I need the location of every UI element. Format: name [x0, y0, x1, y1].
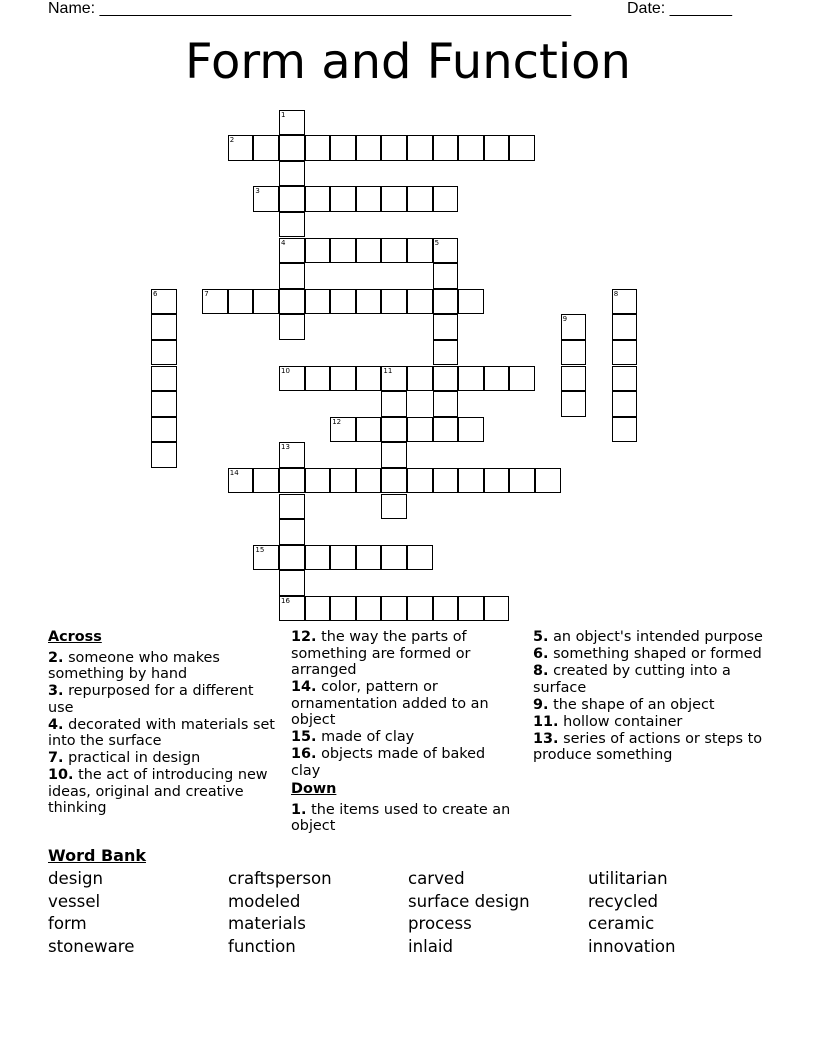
crossword-cell[interactable]	[433, 596, 459, 622]
crossword-cell[interactable]	[279, 289, 305, 315]
clue-across-14	[291, 679, 516, 729]
clue-number: 10.	[48, 767, 74, 783]
cell-number: 6	[153, 289, 158, 298]
crossword-cell[interactable]	[356, 545, 382, 571]
crossword-cell[interactable]	[612, 289, 638, 315]
clue-column-1	[48, 629, 280, 817]
clue-text: objects made of baked clay	[291, 746, 486, 779]
crossword-cell[interactable]	[381, 545, 407, 571]
cell-number: 13	[281, 443, 290, 452]
clue-number: 3.	[48, 683, 64, 699]
clue-number: 2.	[48, 649, 64, 666]
crossword-cell[interactable]	[433, 468, 459, 494]
crossword-cell[interactable]	[279, 596, 305, 622]
clue-text: decorated with materials set into the surface	[48, 716, 275, 749]
clue-across-2	[48, 650, 280, 683]
crossword-cell[interactable]	[279, 519, 305, 545]
crossword-cell[interactable]	[484, 596, 510, 622]
crossword-cell[interactable]	[279, 238, 305, 264]
cell-number: 4	[281, 238, 286, 247]
crossword-cell[interactable]	[228, 468, 254, 494]
clue-number: 6.	[533, 646, 549, 662]
cell-number: 16	[281, 596, 290, 605]
clue-number: 11.	[533, 713, 559, 730]
crossword-cell[interactable]	[253, 289, 279, 315]
crossword-cell[interactable]	[381, 494, 407, 520]
crossword-cell[interactable]	[561, 314, 587, 340]
word-bank-item: function	[228, 936, 296, 956]
crossword-cell[interactable]	[356, 238, 382, 264]
word-bank-item: carved	[408, 869, 465, 888]
crossword-cell[interactable]	[279, 110, 305, 136]
crossword-cell[interactable]	[330, 366, 356, 392]
crossword-cell[interactable]	[407, 366, 433, 392]
date-field-label: Date: _______	[627, 0, 732, 17]
clue-number: 1.	[291, 801, 307, 818]
clue-number: 15.	[291, 729, 317, 745]
crossword-cell[interactable]	[612, 391, 638, 417]
clue-text: the items used to create an object	[291, 801, 511, 834]
crossword-cell[interactable]	[253, 186, 279, 212]
cell-number: 5	[434, 238, 440, 247]
name-field-label: Name: _____________________________________________________	[48, 0, 572, 17]
crossword-cell[interactable]	[330, 545, 356, 571]
crossword-cell[interactable]	[330, 289, 356, 315]
crossword-cell[interactable]	[381, 596, 407, 622]
crossword-cell[interactable]	[407, 289, 433, 315]
crossword-cell[interactable]	[407, 186, 433, 212]
clue-down-11	[533, 714, 763, 731]
crossword-cell[interactable]	[381, 238, 407, 264]
clue-down-9	[533, 697, 763, 714]
crossword-cell[interactable]	[330, 186, 356, 212]
crossword-cell[interactable]	[151, 417, 177, 443]
crossword-cell[interactable]	[433, 340, 459, 366]
crossword-cell[interactable]	[279, 442, 305, 468]
clue-text: created by cutting into a surface	[533, 663, 731, 696]
clue-across-3	[48, 683, 280, 716]
clue-text: an object's intended purpose	[553, 629, 763, 645]
crossword-cell[interactable]	[509, 366, 535, 392]
clue-down-1	[291, 802, 516, 835]
crossword-cell[interactable]	[279, 314, 305, 340]
clue-column-2	[291, 629, 516, 835]
word-bank-item: design	[48, 869, 104, 888]
crossword-cell[interactable]	[561, 366, 587, 392]
crossword-cell[interactable]	[381, 186, 407, 212]
cell-number: 9	[562, 315, 568, 324]
crossword-cell[interactable]	[458, 289, 484, 315]
across-heading: Across	[48, 629, 102, 645]
clue-number: 14.	[291, 679, 317, 695]
crossword-cell[interactable]	[561, 391, 587, 417]
crossword-cell[interactable]	[330, 135, 356, 161]
crossword-cell[interactable]	[612, 366, 638, 392]
crossword-cell[interactable]	[407, 417, 433, 443]
crossword-cell[interactable]	[305, 289, 331, 315]
clue-down-13	[533, 731, 763, 764]
crossword-cell[interactable]	[535, 468, 561, 494]
crossword-cell[interactable]	[202, 289, 228, 315]
cell-number: 14	[229, 468, 239, 477]
crossword-cell[interactable]	[407, 238, 433, 264]
clue-text: color, pattern or ornamentation added to an object	[291, 679, 489, 728]
clue-column-3	[533, 629, 763, 764]
crossword-cell[interactable]	[458, 596, 484, 622]
crossword-cell[interactable]	[407, 596, 433, 622]
clue-down-6	[533, 646, 763, 663]
crossword-cell[interactable]	[407, 135, 433, 161]
crossword-cell[interactable]	[330, 596, 356, 622]
crossword-cell[interactable]	[228, 289, 254, 315]
clue-text: series of actions or steps to produce something	[533, 730, 763, 763]
crossword-cell[interactable]	[279, 161, 305, 187]
clue-number: 9.	[533, 696, 549, 713]
word-bank-item: utilitarian	[588, 869, 668, 888]
clue-number: 13.	[533, 730, 559, 747]
word-bank-title: Word Bank	[48, 846, 147, 865]
crossword-cell[interactable]	[458, 468, 484, 494]
crossword-cell[interactable]	[356, 596, 382, 622]
cell-number: 10	[281, 366, 290, 375]
crossword-cell[interactable]	[381, 417, 407, 443]
word-bank-item: vessel	[48, 891, 101, 911]
word-bank-item: craftsperson	[228, 869, 332, 888]
crossword-cell[interactable]	[612, 417, 638, 443]
crossword-cell[interactable]	[484, 366, 510, 392]
crossword-cell[interactable]	[305, 596, 331, 622]
crossword-cell[interactable]	[279, 366, 305, 392]
clue-across-10	[48, 767, 280, 817]
clue-number: 7.	[48, 750, 64, 766]
crossword-cell[interactable]	[381, 442, 407, 468]
crossword-cell[interactable]	[279, 494, 305, 520]
crossword-cell[interactable]	[484, 135, 510, 161]
crossword-cell[interactable]	[279, 545, 305, 571]
crossword-cell[interactable]	[305, 545, 331, 571]
clue-number: 8.	[533, 663, 549, 679]
crossword-cell[interactable]	[279, 135, 305, 161]
clue-number: 5.	[533, 629, 549, 645]
crossword-cell[interactable]	[561, 340, 587, 366]
crossword-cell[interactable]	[381, 366, 407, 392]
crossword-cell[interactable]	[279, 263, 305, 289]
clue-across-7	[48, 750, 280, 767]
clue-text: the shape of an object	[553, 696, 715, 713]
crossword-cell[interactable]	[305, 186, 331, 212]
crossword-cell[interactable]	[151, 314, 177, 340]
clue-text: the way the parts of something are formed or arranged	[291, 629, 471, 678]
crossword-cell[interactable]	[381, 289, 407, 315]
word-bank	[48, 868, 768, 957]
cell-number: 1	[281, 110, 286, 119]
crossword-cell[interactable]	[433, 366, 459, 392]
clue-text: repurposed for a different use	[48, 683, 254, 716]
clue-text: practical in design	[68, 750, 201, 766]
crossword-cell[interactable]	[356, 417, 382, 443]
cell-number: 11	[383, 366, 393, 375]
crossword-cell[interactable]	[381, 468, 407, 494]
crossword-cell[interactable]	[612, 340, 638, 366]
crossword-cell[interactable]	[253, 468, 279, 494]
clue-number: 4.	[48, 716, 64, 733]
crossword-cell[interactable]	[433, 238, 459, 264]
clue-across-4	[48, 717, 280, 750]
crossword-cell[interactable]	[509, 135, 535, 161]
crossword-cell[interactable]	[228, 135, 254, 161]
page-title: Form and Function	[185, 34, 631, 90]
crossword-cell[interactable]	[279, 570, 305, 596]
crossword-cell[interactable]	[381, 135, 407, 161]
crossword-cell[interactable]	[151, 340, 177, 366]
cell-number: 8	[613, 289, 619, 298]
crossword-cell[interactable]	[356, 186, 382, 212]
clue-text: someone who makes something by hand	[48, 649, 220, 682]
crossword-cell[interactable]	[305, 366, 331, 392]
cell-number: 15	[255, 545, 265, 554]
clue-text: made of clay	[321, 729, 415, 745]
crossword-cell[interactable]	[433, 263, 459, 289]
crossword-cell[interactable]	[484, 468, 510, 494]
crossword-cell[interactable]	[381, 391, 407, 417]
crossword-cell[interactable]	[279, 212, 305, 238]
word-bank-item: inlaid	[408, 936, 454, 956]
crossword-cell[interactable]	[151, 391, 177, 417]
crossword-cell[interactable]	[253, 545, 279, 571]
crossword-cell[interactable]	[433, 289, 459, 315]
clue-text: the act of introducing new ideas, original and creative thinking	[48, 767, 268, 816]
crossword-cell[interactable]	[433, 135, 459, 161]
word-bank-item: innovation	[588, 936, 676, 956]
crossword-cell[interactable]	[356, 366, 382, 392]
crossword-cell[interactable]	[305, 468, 331, 494]
crossword-cell[interactable]	[433, 391, 459, 417]
crossword-cell[interactable]	[458, 135, 484, 161]
cell-number: 2	[229, 136, 235, 145]
crossword-cell[interactable]	[458, 366, 484, 392]
crossword-cell[interactable]	[407, 545, 433, 571]
clue-number: 16.	[291, 746, 317, 762]
word-bank-item: stoneware	[48, 936, 135, 956]
clue-across-15	[291, 729, 516, 746]
crossword-cell[interactable]	[407, 468, 433, 494]
word-bank-item: process	[408, 914, 472, 933]
crossword-cell[interactable]	[433, 314, 459, 340]
clue-number: 12.	[291, 629, 317, 645]
word-bank-item: recycled	[588, 891, 659, 911]
crossword-cell[interactable]	[305, 135, 331, 161]
crossword-cell[interactable]	[279, 468, 305, 494]
crossword-cell[interactable]	[356, 289, 382, 315]
cell-number: 7	[204, 289, 209, 298]
word-bank-item: materials	[228, 914, 306, 933]
crossword-cell[interactable]	[612, 314, 638, 340]
crossword-cell[interactable]	[509, 468, 535, 494]
crossword-cell[interactable]	[458, 417, 484, 443]
word-bank-item: modeled	[228, 891, 301, 911]
crossword-cell[interactable]	[330, 238, 356, 264]
crossword-cell[interactable]	[330, 468, 356, 494]
word-bank-item: form	[48, 914, 87, 933]
crossword-cell[interactable]	[151, 442, 177, 468]
word-bank-item: ceramic	[588, 914, 655, 933]
crossword-cell[interactable]	[279, 186, 305, 212]
cell-number: 3	[255, 187, 260, 196]
crossword-cell[interactable]	[433, 186, 459, 212]
crossword-cell[interactable]	[151, 366, 177, 392]
crossword-cell[interactable]	[330, 417, 356, 443]
clue-down-5	[533, 629, 763, 646]
crossword-cell[interactable]	[356, 468, 382, 494]
crossword-cell[interactable]	[253, 135, 279, 161]
clue-across-12	[291, 629, 516, 679]
crossword-cell[interactable]	[151, 289, 177, 315]
cell-number: 12	[332, 417, 342, 426]
clue-text: something shaped or formed	[553, 646, 762, 662]
clue-across-16	[291, 746, 516, 779]
down-heading: Down	[291, 781, 337, 797]
crossword-cell[interactable]	[305, 238, 331, 264]
crossword-cell[interactable]	[356, 135, 382, 161]
word-bank-item: surface design	[408, 891, 530, 911]
clue-down-8	[533, 663, 763, 696]
crossword-cell[interactable]	[433, 417, 459, 443]
clue-text: hollow container	[563, 713, 683, 730]
